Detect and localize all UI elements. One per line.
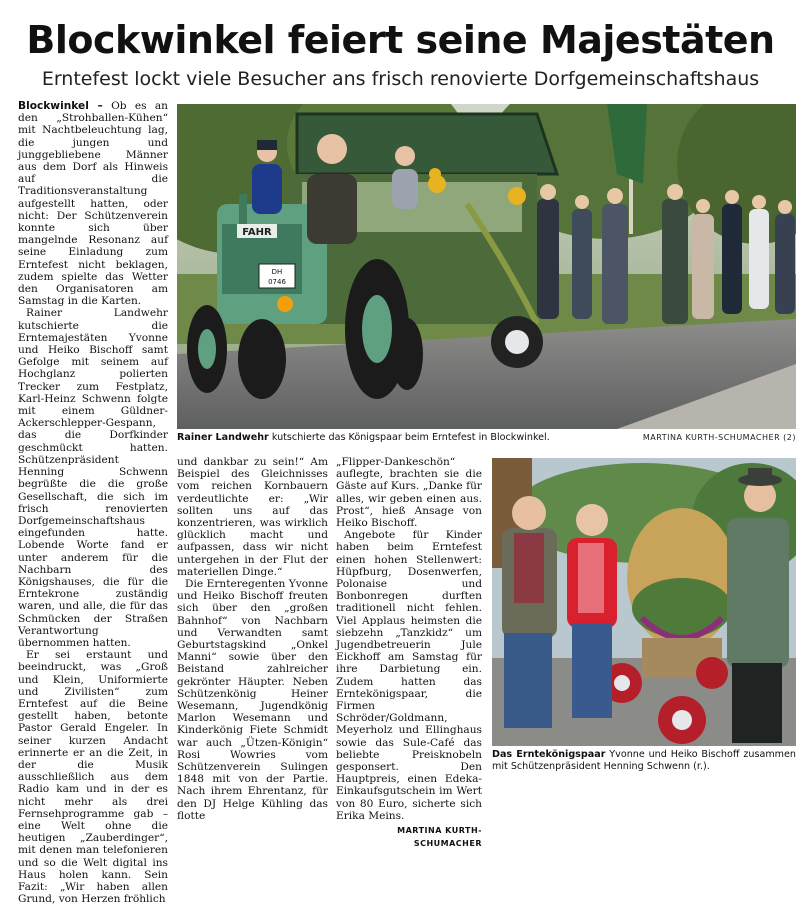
caption-bold: Rainer Landwehr (177, 432, 269, 443)
photo-caption (177, 432, 647, 444)
paragraph (18, 100, 168, 307)
paragraph: und dankbar zu sein!“ Am Beispiel des Gleichnisses vom reichen Kornbauern verdeutlichte er: „Wir sollten uns auf das konzentrieren, was wirklich glücklich macht und aufpassen, dass wir nicht untergehen in der Flut der materiellen Dinge.“ (177, 456, 328, 578)
paragraph: Die Ernteregenten Yvonne und Heiko Bischoff freuten sich über den „großen Bahnhof“ von Nachbarn und Verwandten samt Geburtstagskind „Onkel Manni“ sowie über den Beistand zahlreicher gekrönter Häupter. Neben Schützenkönig Heiner Wesemann, Jugendkönig Marlon Wesemann und Kinderkönig Fiete Schmidt war auch „Ützen-Königin“ Rosi Wowries vom Schützenverein Sulingen 1848 mit von der Partie. Nach ihrem Ehrentanz, für den DJ Helge Kühling das flotte (177, 578, 328, 822)
paragraph: Angebote für Kinder haben beim Erntefest einen hohen Stellenwert: Hüpfburg, Dosenwerfen, Polonaise und Bonbonregen durften traditionell nicht fehlen. Viel Applaus heimsten die siebzehn „Tanzkidz“ um Jugendbetreuerin Jule Eickhoff am Samstag für ihre Darbietung ein. Zudem hatten das Erntekönigspaar, die Firmen Schröder/Goldmann, Meyerholz und Ellinghaus sowie das Sule-Café das beliebte Preisknobeln gesponsert. Den Hauptpreis, einen Edeka-Einkaufsgutschein im Wert von 80 Euro, sicherte sich Erika Meins. (336, 529, 482, 822)
article-column-2 (177, 456, 328, 822)
caption-bold: Das Erntekönigspaar (492, 749, 606, 760)
svg-text:0746: 0746 (268, 278, 286, 286)
photo-caption (492, 749, 796, 773)
subheadline: Erntefest lockt viele Besucher ans frisch renovierte Dorfgemeinschaftshaus (41, 68, 760, 90)
paragraph: „Flipper-Dankeschön“ auflegte, brachten sie die Gäste auf Kurs. „Danke für alles, wir geben einen aus. Prost“, hieß Ansage von Heiko Bischoff. (336, 456, 482, 530)
dateline: Blockwinkel – (18, 100, 103, 112)
author-credit: MARTINA KURTH-SCHUMACHER (397, 826, 482, 849)
paragraph-text: Ob es an den „Strohballen-Kühen“ mit Nachtbeleuchtung lag, die jungen und junggebliebene Männer aus dem Dorf als Hinweis auf die Traditionsveranstaltung aufgestellt hatten, oder nicht: Der Schützenverein konnte sich über mangelnde Resonanz auf seine Einladung zum Erntefest nicht beklagen, zudem spielte das Wetter den Organisatoren am Samstag in die Karten. (18, 100, 168, 308)
svg-text:DH: DH (271, 268, 283, 276)
photo-tractor-parade (177, 104, 796, 429)
article-column-3 (336, 456, 482, 851)
caption-text: Yvonne und Heiko Bischoff zusammen mit Schützenpräsident Henning Schwenn (r.). (492, 749, 796, 772)
headline: Blockwinkel feiert seine Majestäten (26, 18, 775, 62)
paragraph: Rainer Landwehr kutschierte die Erntemajestäten Yvonne und Heiko Bischoff samt Gefolge mit seinem auf Hochglanz polierten Trecker zum Festplatz, Karl-Heinz Schwenn folgte mit einem Güldner-Ackerschlepper-Gespann, das die Dorfkinder geschmückt hatten. Schützenpräsident Henning Schwenn begrüßte die die große Gesellschaft, die sich im frisch renovierten Dorfgemeinschaftshaus eingefunden hatte. Lobende Worte fand er unter anderem für die Nachbarn des Königshauses, die für die Erntekrone zuständig waren, und alle, die für das Schmücken der Straßen Verantwortung übernommen hatten. (18, 307, 168, 649)
paragraph: Er sei erstaunt und beeindruckt, was „Groß und Klein, Uniformierte und Zivilisten“ zum Erntefest auf die Beine gestellt haben, betonte Pastor Gerald Engeler. In seiner kurzen Andacht erinnerte er an die Zeit, in der die Musik ausschließlich aus dem Radio kam und in der es nicht mehr als drei Fernsehprogramme gab – eine Welt ohne die heutigen „Zauberdinger“, mit denen man telefonieren und so die Welt digital ins Haus holen kann. Sein Fazit: „Wir haben allen Grund, von Herzen fröhlich (18, 649, 168, 905)
caption-text: kutschierte das Königspaar beim Erntefest in Blockwinkel. (268, 432, 550, 443)
tractor-brand: FAHR (242, 227, 272, 238)
photo-royal-couple (492, 458, 796, 746)
article-column-1 (18, 100, 168, 905)
photo-credit: MARTINA KURTH-SCHUMACHER (2) (642, 433, 796, 442)
